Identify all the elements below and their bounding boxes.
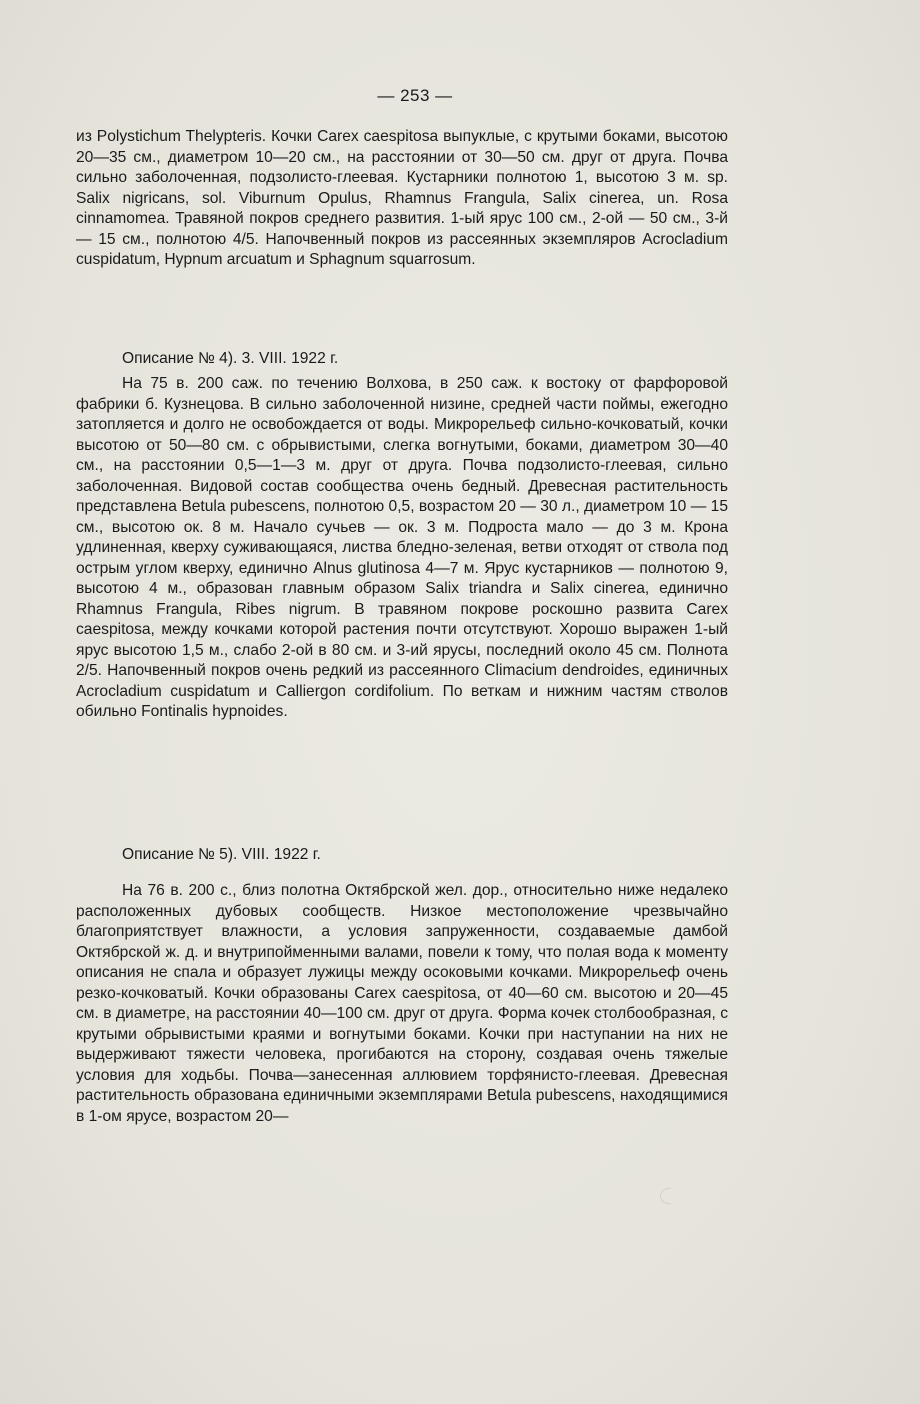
section-5-paragraph: На 76 в. 200 с., близ полотна Октябрской жел. дор., относительно ниже недалеко расположенных дубовых сообществ. Низкое местоположение чрезвычайно благоприятствует влажности, а условия запруженности, создаваемые дамбой Октябрской ж. д. и внутрипойменными валами, повели к тому, что полая вода к моменту описания не спала и образует лужицы между осоковыми кочками. Микрорельеф очень резко-кочковатый. Кочки образованы Carex caespitosa, от 40—60 см. высотою и 20—45 см. в диаметре, на расстоянии 40—100 см. друг от друга. Форма кочек столбообразная, с крутыми обрывистыми краями и вогнутыми боками. Кочки при наступании на них не выдерживают тяжести человека, прогибаются на сторону, создавая очень тяжелые условия для ходьбы. Почва—занесенная аллювием торфянисто-глеевая. Древесная растительность образована единичными экземплярами Betula pubescens, находящимися в 1-ом ярусе, возрастом 20— bbox=[76, 882, 728, 1125]
section-4-text bbox=[76, 374, 728, 723]
section-4-heading: Описание № 4). 3. VIII. 1922 г. bbox=[122, 350, 339, 367]
page-number: — 253 — bbox=[377, 86, 453, 105]
section-5-heading: Описание № 5). VIII. 1922 г. bbox=[122, 846, 321, 863]
intro-text bbox=[76, 127, 728, 271]
section-5-text bbox=[76, 881, 728, 1127]
section-4-paragraph: На 75 в. 200 саж. по течению Волхова, в 250 саж. к востоку от фарфоровой фабрики б. Кузнецова. В сильно заболоченной низине, средней части поймы, ежегодно затопляется и долго не освобождается от воды. Микрорельеф сильно-кочковатый, кочки высотою от 50—80 см. с обрывистыми, слегка вогнутыми, боками, диаметром 30—40 см., на расстоянии 0,5—1—3 м. друг от друга. Почва подзолисто-глеевая, сильно заболоченная. Видовой состав сообщества очень бедный. Древесная растительность представлена Betula pubescens, полнотою 0,5, возрастом 20 — 30 л., диаметром 10 — 15 см., высотою ок. 8 м. Начало сучьев — ок. 3 м. Подроста мало — до 3 м. Крона удлиненная, кверху суживающаяся, листва бледно-зеленая, ветви отходят от ствола под острым углом кверху, единично Alnus glutinosa 4—7 м. Ярус кустарников — полнотою 9, высотою 4 м., образован главным образом Salix triandra и Salix cinerea, единично Rhamnus Frangula, Ribes nigrum. В травяном покрове роскошно развита Carex caespitosa, между кочками которой растения почти отсутствуют. Хорошо выражен 1-ый ярус высотою 1,5 м., слабо 2-ой в 80 см. и 3-ий ярусы, последний около 45 см. Полнота 2/5. Напочвенный покров очень редкий из рассеянного Climacium dendroides, единичных Acrocladium cuspidatum и Calliergon cordifolium. По веткам и нижним частям стволов обильно Fontinalis hypnoides. bbox=[76, 375, 728, 720]
paper-mark bbox=[660, 1188, 671, 1204]
intro-paragraph: из Polystichum Thelypteris. Кочки Carex caespitosa выпуклые, с крутыми боками, высотою 20—35 см., диаметром 10—20 см., на расстоянии от 30—50 см. друг от друга. Почва сильно заболоченная, подзолисто-глеевая. Кустарники полнотою 1, высотою 3 м. sp. Salix nigricans, sol. Viburnum Opulus, Rhamnus Frangula, Salix cinerea, un. Rosa cinnamomea. Травяной покров среднего развития. 1-ый ярус 100 см., 2-ой — 50 см., 3-й — 15 см., полнотою 4/5. Напочвенный покров из рассеянных экземпляров Acrocladium cuspidatum, Hypnum arcuatum и Sphagnum squarrosum. bbox=[76, 128, 728, 268]
